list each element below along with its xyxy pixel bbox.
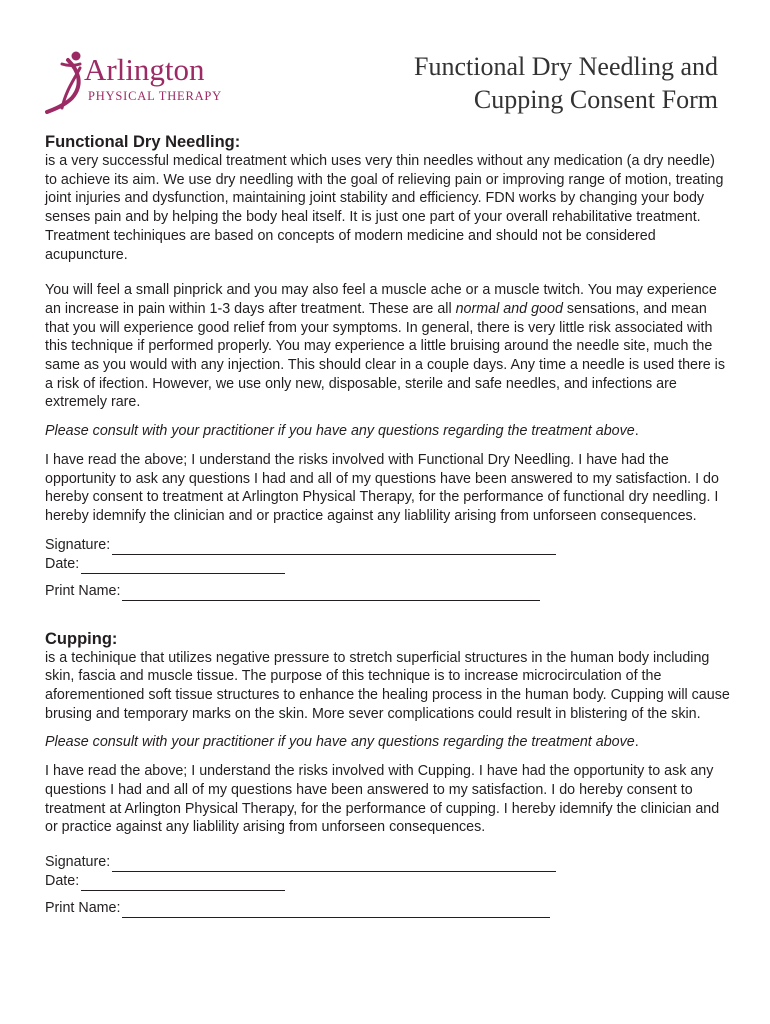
fdn-signature-line[interactable] xyxy=(112,540,556,555)
fdn-date-line[interactable] xyxy=(81,559,285,574)
fdn-print-name-label: Print Name: xyxy=(45,582,121,599)
fdn-consult-period: . xyxy=(634,423,639,440)
cupping-consult-note-text: Please consult with your practitioner if you have any questions regarding the treatment above xyxy=(45,734,635,751)
form-title-line-1: Functional Dry Needling and xyxy=(414,52,718,81)
fdn-description: is a very successful medical treatment which uses very thin needles without any medication (a dry needle) to achieve its aim. We use dry needling with the goal of relieving pain or improving range of motion, treating joint injuries and dysfunction, maintaining joint stability and efficiency. FDN works by changing your body senses pain and by helping the body heal itself. It is just one part of your overall rehabilitative treatment. Treatment techiniques are based on concepts of modern medicine and should not be considered acupuncture. xyxy=(45,153,724,263)
fdn-consult-note xyxy=(45,422,730,441)
cupping-consult-period: . xyxy=(634,734,639,751)
fdn-heading: Functional Dry Needling: xyxy=(45,133,241,151)
fdn-print-name-line[interactable] xyxy=(122,586,540,601)
cupping-date-label: Date: xyxy=(45,873,80,890)
cupping-date-field xyxy=(45,872,730,891)
fdn-consult-note-text: Please consult with your practitioner if you have any questions regarding the treatment above xyxy=(45,423,635,440)
fdn-consent-statement: I have read the above; I understand the risks involved with Functional Dry Needling. I have had the opportunity to ask any questions I had and all of my questions have been answered to my satisfaction. I do hereby consent to treatment at Arlington Physical Therapy, for the performance of functional dry needling. I hereby idemnify the clinician and or practice against any liablility arising from unforseen consequences. xyxy=(45,451,719,524)
fdn-print-name-field xyxy=(45,582,730,601)
cupping-print-name-line[interactable] xyxy=(122,903,550,918)
fdn-date-label: Date: xyxy=(45,555,80,572)
cupping-consult-note xyxy=(45,733,730,752)
fdn-side-effects-part1: You will feel a small pinprick and you may also feel a muscle ache or a muscle twitch. You may experience an increase in pain within 1-3 days after treatment. These are all xyxy=(45,282,717,317)
cupping-consent-statement: I have read the above; I understand the risks involved with Cupping. I have had the opportunity to ask any questions I had and all of my questions have been answered to my satisfaction. I do hereby consent to treatment at Arlington Physical Therapy, for the performance of cupping. I hereby idemnify the clinician and or practice against any liablility arising from unforseen consequences. xyxy=(45,763,720,836)
fdn-signature-label: Signature: xyxy=(45,536,111,553)
cupping-date-line[interactable] xyxy=(81,876,285,891)
form-title xyxy=(414,50,718,116)
cupping-heading: Cupping: xyxy=(45,629,118,648)
logo-name: Arlington xyxy=(84,52,205,87)
fdn-signature-field xyxy=(45,536,730,555)
logo-tagline: PHYSICAL THERAPY xyxy=(88,89,222,103)
arlington-logo xyxy=(44,50,244,120)
fdn-side-effects-emphasis: normal and good xyxy=(455,300,563,317)
cupping-description: is a techinique that utilizes negative pressure to stretch superficial structures in the human body including skin, fascia and muscle tissue. The purpose of this technique is to increase microcirculation of the aforementioned soft tissue structures to enhance the healing process in the human body. Cupping will cause brusing and temporary marks on the skin. More sever complications could result in blistering of the skin. xyxy=(45,649,730,722)
fdn-side-effects-part2: sensations, and mean that you will experience good relief from your symptoms. In general, there is very little risk associated with this technique if performed properly. You may experience a little bruising around the needle site, much the same as you would with any injection. This should clear in a couple days. Any time a needle is used there is a risk of ifection. However, we use only new, disposable, sterile and safe needles, and infections are extremely rare. xyxy=(45,300,726,411)
form-title-line-2: Cupping Consent Form xyxy=(473,85,718,114)
fdn-date-field xyxy=(45,555,730,574)
cupping-signature-field xyxy=(45,853,730,872)
form-content xyxy=(45,132,730,918)
cupping-signature-label: Signature: xyxy=(45,854,111,871)
cupping-print-name-label: Print Name: xyxy=(45,900,121,917)
fdn-side-effects xyxy=(45,281,730,412)
cupping-print-name-field xyxy=(45,899,730,918)
cupping-signature-line[interactable] xyxy=(112,857,556,872)
